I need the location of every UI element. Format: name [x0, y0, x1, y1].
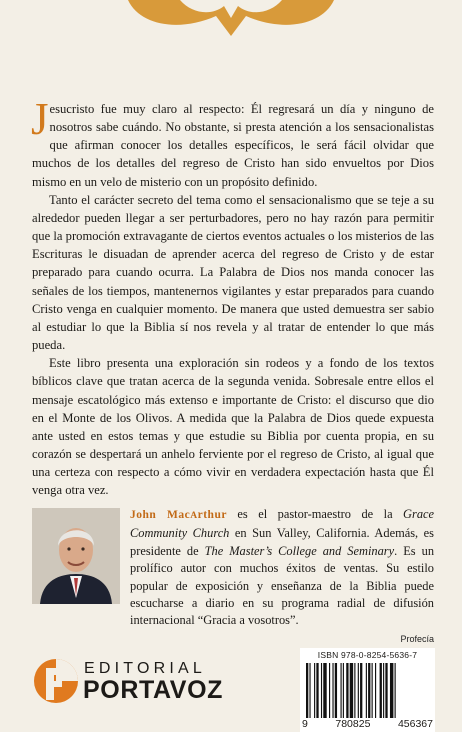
portavoz-logo-icon — [32, 654, 80, 708]
decorative-ornament — [120, 0, 342, 40]
paragraph-1: Jesucristo fue muy claro al respecto: Él regresará un día y ninguno de nosotros sabe cuándo. No obstante, si presta atención a los sensacionalistas que afirman conocer los detalles específicos, le será fácil olvidar que muchos de los detalles del regreso de Cristo han sido envueltos por Dios mismo en un velo de misterio con un propósito definido. — [31, 94, 434, 189]
barcode-bars — [306, 663, 429, 718]
barcode-bar — [335, 663, 337, 718]
barcode-digits — [300, 718, 435, 730]
author-bio: John MacArthur es el pastor-maestro de la Grace Community Church en Sun Valley, California. Además, es presidente de The Master’s College and Seminary. Es un prolífico autor con muchos éxitos de ventas. Su estilo popular de exposición y enseñanza de la Biblia puede escucharse a diario en su programa radial de difusión internacional “Gracia a vosotros”. — [130, 507, 435, 628]
barcode-bar — [360, 663, 362, 718]
barcode-bar — [358, 663, 359, 718]
category-label: Profecía — [400, 634, 434, 644]
barcode-digit-right: 456367 — [397, 718, 433, 730]
publisher-name-line1: EDITORIAL — [84, 660, 206, 677]
publisher-logo — [32, 654, 272, 716]
barcode-bar — [375, 663, 376, 718]
drop-cap: J — [31, 94, 49, 144]
barcode-bar — [383, 663, 384, 718]
barcode-bar — [321, 663, 322, 718]
back-cover-description — [31, 94, 434, 499]
barcode-bar — [346, 663, 348, 718]
barcode-bar — [354, 663, 355, 718]
barcode-bar — [385, 663, 387, 718]
barcode-bar — [350, 663, 353, 718]
barcode-bar — [316, 663, 318, 718]
barcode-bar — [341, 663, 342, 718]
barcode-bar — [380, 663, 382, 718]
barcode-bar — [366, 663, 367, 718]
barcode-bar — [390, 663, 393, 718]
barcode-digit-prefix: 9 — [302, 718, 308, 730]
isbn-text: ISBN 978-0-8254-5636-7 — [317, 650, 418, 660]
barcode-bar — [368, 663, 370, 718]
barcode-digit-left: 780825 — [335, 718, 371, 730]
barcode-bar — [395, 663, 396, 718]
barcode-bar — [323, 663, 326, 718]
author-section — [32, 507, 435, 628]
barcode-bar — [332, 663, 333, 718]
barcode-bar — [343, 663, 344, 718]
barcode-bar — [329, 663, 330, 718]
church-name: Grace Community Church — [130, 507, 435, 541]
author-name: John MacArthur — [130, 509, 227, 521]
barcode-bar — [372, 663, 373, 718]
paragraph-2: Tanto el carácter secreto del tema como el sensacionalismo que se teje a su alrededor pueden llegar a ser perturbadores, pero no hay razón para permitir que la promoción extravagante de ciertos eventos actuales o los misterios de las Escrituras le disuadan de aprender acerca del regreso de Cristo y de estar preparado para cuando ocurra. La Palabra de Dios nos manda conocer las señales de los tiempos, mantenernos vigilantes y estar preparados para cuando Cristo venga en cualquier momento. De manera que usted demuestra ser sabio al estudiar lo que la Biblia sí nos revela y al tratar de entender lo que más pueda. — [32, 192, 434, 353]
barcode-bar — [314, 663, 315, 718]
barcode-bar — [306, 663, 308, 718]
college-name: The Master’s College and Seminary — [204, 543, 395, 558]
isbn-barcode — [300, 648, 435, 732]
author-photo — [32, 508, 120, 604]
publisher-name-line2: PORTAVOZ — [83, 676, 223, 704]
barcode-bar — [309, 663, 310, 718]
paragraph-3: Este libro presenta una exploración sin rodeos y a fondo de los textos bíblicos clave que tratan acerca de la segunda venida. Sobresale entre ellos el mensaje escatológico más extenso e importante de Cristo: el discurso que dio en el Monte de los Olivos. A medida que la Palabra de Dios quede expuesta ante usted en estos temas y que estudie su Biblia por cuenta propia, en su corazón se despertará un anhelo ferviente por el regreso de Cristo, al igual que una certeza con respecto a cómo vivir en verdadera expectación hasta que Él venga otra vez. — [32, 356, 434, 498]
